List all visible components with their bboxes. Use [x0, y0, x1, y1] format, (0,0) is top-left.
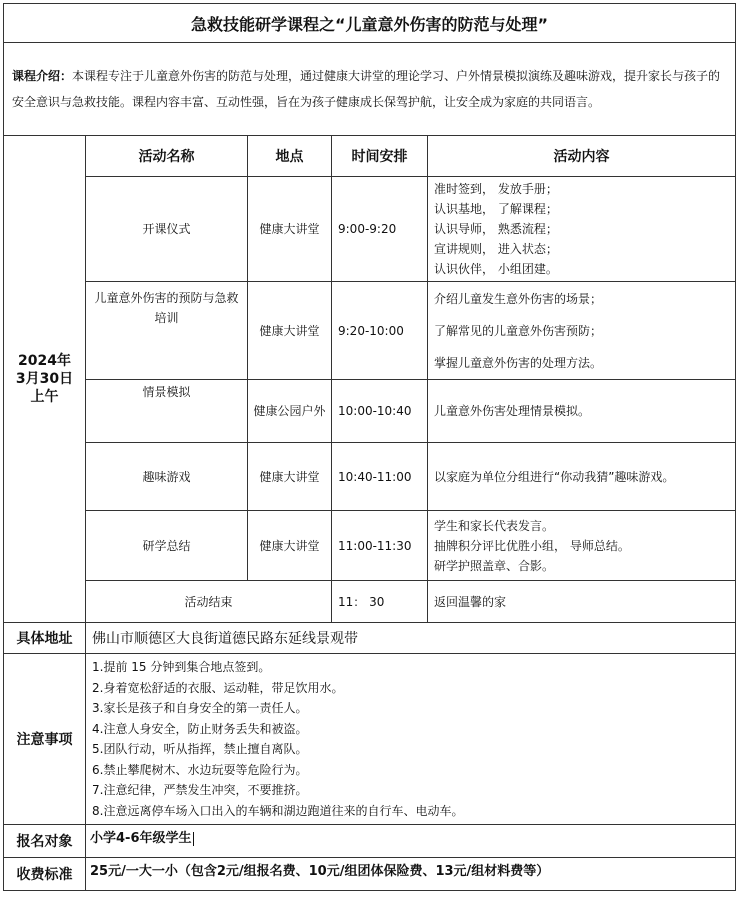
target-text: 小学4-6年级学生 [90, 831, 192, 846]
table-row [4, 511, 736, 581]
list-item: 5.团队行动，听从指挥，禁止擅自离队。 [92, 742, 308, 756]
activity-location: 健康大讲堂 [248, 511, 332, 581]
content-line: 认识伙伴， 小组团建。 [434, 262, 558, 276]
page-title: 急救技能研学课程之“儿童意外伤害的防范与处理” [4, 4, 736, 43]
activity-location: 健康大讲堂 [248, 177, 332, 282]
content-line: 学生和家长代表发言。 [434, 518, 555, 533]
header-content: 活动内容 [428, 136, 736, 177]
list-item: 8.注意远离停车场入口出入的车辆和湖边跑道往来的自行车、电动车。 [92, 803, 464, 818]
content-line: 了解常见的儿童意外伤害预防； [434, 323, 603, 338]
target-row [4, 825, 736, 858]
target-label: 报名对象 [4, 825, 86, 858]
activity-name: 研学总结 [86, 511, 248, 581]
activity-name: 情景模拟 [86, 380, 248, 443]
activity-location: 健康大讲堂 [248, 443, 332, 511]
list-item: 7.注意纪律，严禁发生冲突，不要推挤。 [92, 783, 308, 797]
list-item: 6.禁止攀爬树木、水边玩耍等危险行为。 [92, 762, 308, 777]
activity-location: 健康大讲堂 [248, 282, 332, 380]
course-intro [4, 43, 736, 136]
fee-label: 收费标准 [4, 858, 86, 891]
table-row [4, 443, 736, 511]
content-line: 以家庭为单位分组进行“你动我猜”趣味游戏。 [434, 469, 675, 484]
address-value: 佛山市顺德区大良街道德民路东延线景观带 [86, 623, 736, 654]
intro-text: 本课程专注于儿童意外伤害的防范与处理，通过健康大讲堂的理论学习、户外情景模拟演练及趣味游戏，提升家长与孩子的安全意识与急救技能。课程内容丰富、互动性强，旨在为孩子健康成长保驾护航，让安全成为家庭的共同语言。 [12, 69, 721, 109]
list-item: 3.家长是孩子和自身安全的第一责任人。 [92, 701, 308, 715]
header-location: 地点 [248, 136, 332, 177]
ending-name: 活动结束 [86, 581, 332, 623]
content-line: 儿童意外伤害处理情景模拟。 [434, 404, 591, 418]
content-line: 抽牌积分评比优胜小组， 导师总结。 [434, 538, 630, 553]
activity-name: 趣味游戏 [86, 443, 248, 511]
ending-time: 11： 30 [332, 581, 428, 623]
activity-content [428, 443, 736, 511]
date-day: 3月30日 [15, 371, 74, 387]
list-item: 4.注意人身安全，防止财务丢失和被盗。 [92, 721, 308, 736]
content-line: 掌握儿童意外伤害的处理方法。 [434, 355, 603, 370]
ending-content: 返回温馨的家 [428, 581, 736, 623]
table-row [4, 282, 736, 380]
text-cursor [193, 832, 194, 846]
fee-row [4, 858, 736, 891]
content-line: 准时签到， 发放手册； [434, 182, 558, 196]
activity-location: 健康公园户外 [248, 380, 332, 443]
table-row [4, 380, 736, 443]
activity-content [428, 380, 736, 443]
list-item: 1.提前 15 分钟到集合地点签到。 [92, 660, 271, 674]
activity-time: 10:40-11:00 [332, 443, 428, 511]
activity-content [428, 177, 736, 282]
header-name: 活动名称 [86, 136, 248, 177]
table-row [4, 177, 736, 282]
content-line: 介绍儿童发生意外伤害的场景； [434, 291, 603, 306]
content-line: 认识导师， 熟悉流程； [434, 222, 558, 236]
notes-list [86, 654, 736, 825]
activity-time: 11:00-11:30 [332, 511, 428, 581]
address-label: 具体地址 [4, 623, 86, 654]
activity-time: 9:00-9:20 [332, 177, 428, 282]
address-row [4, 623, 736, 654]
activity-time: 9:20-10:00 [332, 282, 428, 380]
activity-name: 儿童意外伤害的预防与急救培训 [86, 282, 248, 380]
activity-name: 开课仪式 [86, 177, 248, 282]
content-line: 研学护照盖章、合影。 [434, 558, 555, 573]
header-time: 时间安排 [332, 136, 428, 177]
list-item: 2.身着宽松舒适的衣服、运动鞋，带足饮用水。 [92, 680, 344, 695]
activity-time: 10:00-10:40 [332, 380, 428, 443]
activity-content [428, 511, 736, 581]
content-line: 认识基地， 了解课程； [434, 202, 558, 216]
content-line: 宣讲规则， 进入状态； [434, 242, 558, 256]
date-year: 2024年 [18, 353, 71, 369]
activity-content [428, 282, 736, 380]
table-row [4, 581, 736, 623]
notes-row [4, 654, 736, 825]
course-table [3, 3, 736, 891]
notes-label: 注意事项 [4, 654, 86, 825]
intro-label: 课程介绍： [12, 69, 73, 83]
target-value[interactable] [86, 825, 736, 858]
date-period: 上午 [30, 389, 59, 405]
activity-date [4, 136, 86, 623]
fee-value: 25元/一大一小（包含2元/组报名费、10元/组团体保险费、13元/组材料费等） [86, 858, 736, 891]
